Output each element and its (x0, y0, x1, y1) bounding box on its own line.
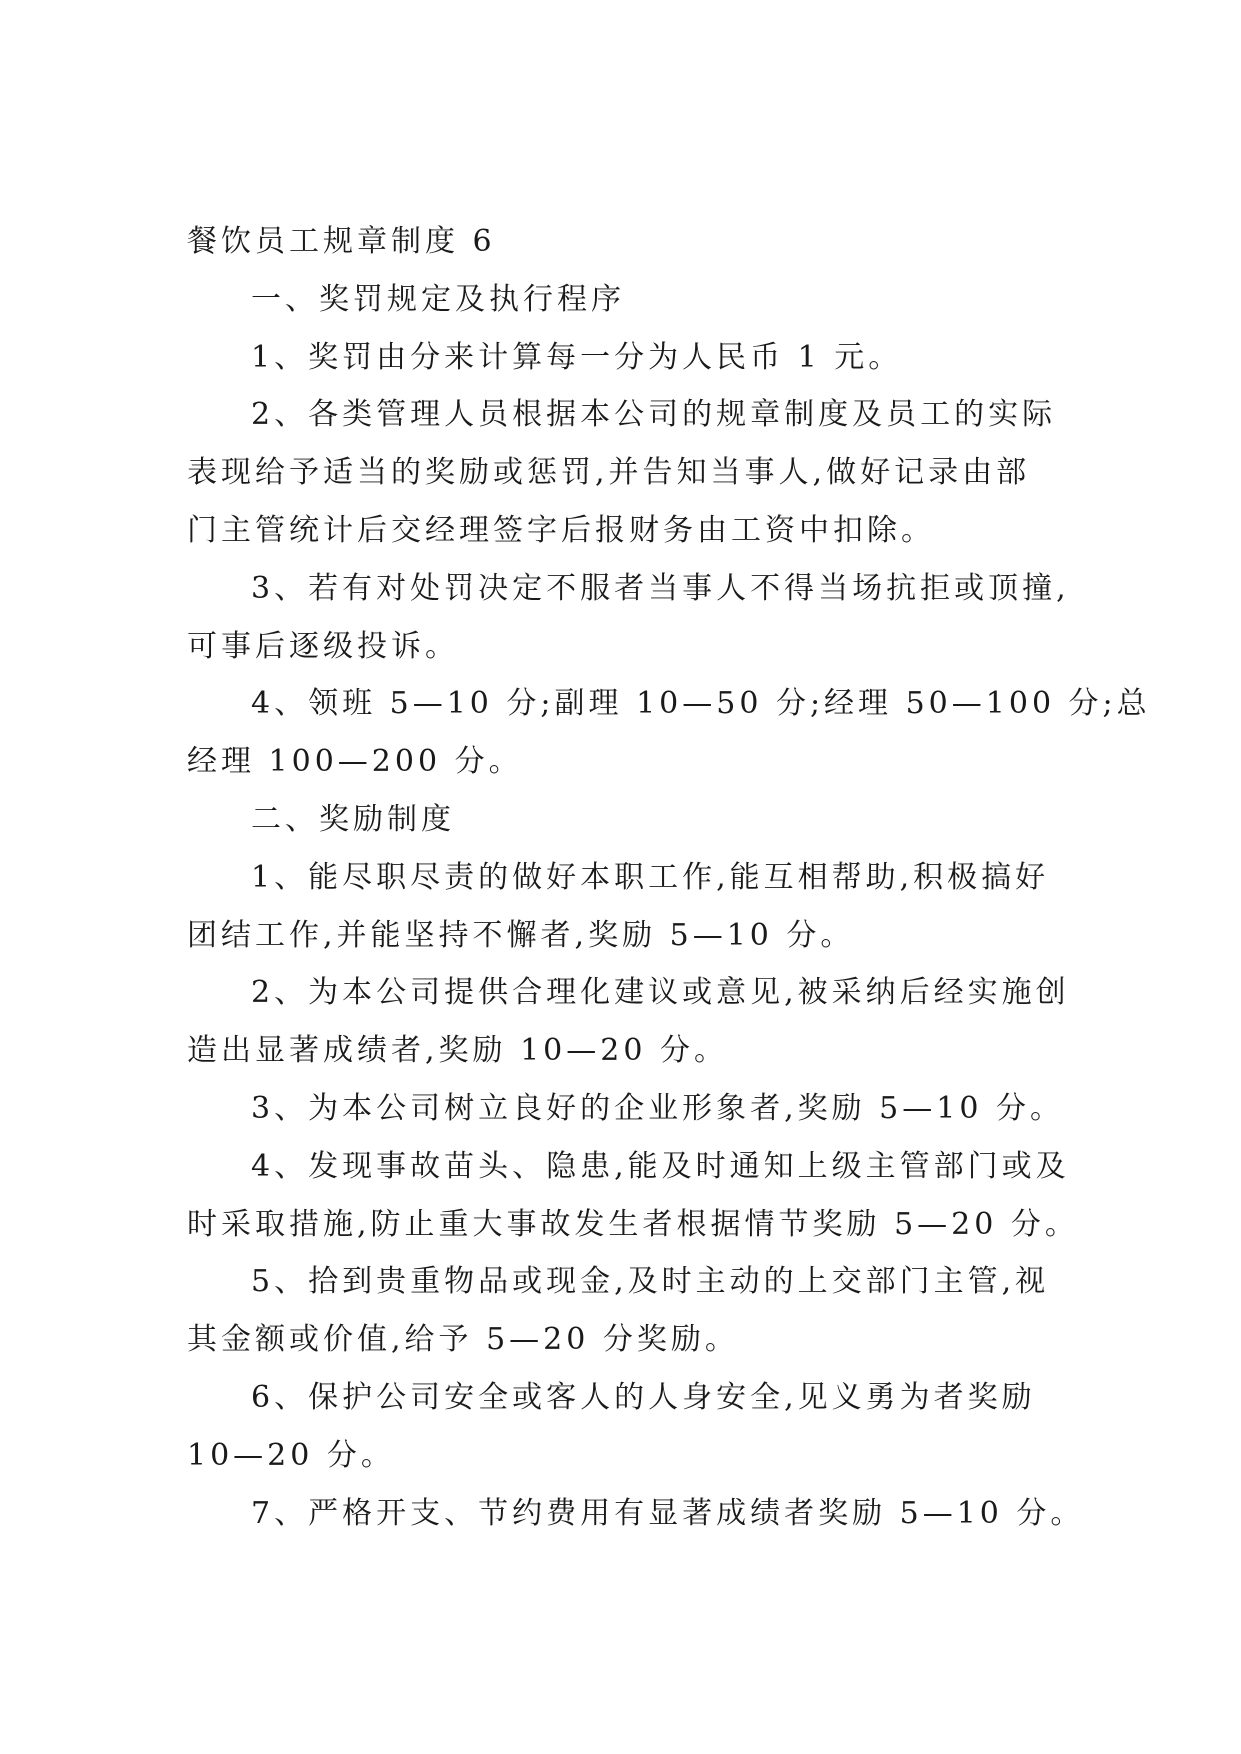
text-line: 二、奖励制度 (251, 801, 455, 837)
text-line: 造出显著成绩者,奖励 10—20 分。 (187, 1033, 728, 1069)
text-line: 团结工作,并能坚持不懈者,奖励 5—10 分。 (187, 917, 855, 953)
text-line: 门主管统计后交经理签字后报财务由工资中扣除。 (187, 512, 935, 548)
text-line: 可事后逐级投诉。 (187, 628, 459, 664)
text-line: 1、能尽职尽责的做好本职工作,能互相帮助,积极搞好 (251, 859, 1050, 895)
text-line: 3、若有对处罚决定不服者当事人不得当场抗拒或顶撞, (251, 570, 1070, 606)
text-line: 其金额或价值,给予 5—20 分奖励。 (187, 1322, 739, 1358)
text-line: 6、保护公司安全或客人的人身安全,见义勇为者奖励 (251, 1379, 1036, 1415)
text-line: 2、为本公司提供合理化建议或意见,被采纳后经实施创 (251, 975, 1070, 1011)
text-line: 一、奖罚规定及执行程序 (251, 281, 625, 317)
text-line: 3、为本公司树立良好的企业形象者,奖励 5—10 分。 (251, 1090, 1064, 1126)
text-line: 2、各类管理人员根据本公司的规章制度及员工的实际 (251, 397, 1057, 433)
text-line: 10—20 分。 (187, 1437, 395, 1473)
text-line: 4、领班 5—10 分;副理 10—50 分;经理 50—100 分;总 (251, 686, 1151, 722)
text-line: 7、严格开支、节约费用有显著成绩者奖励 5—10 分。 (251, 1495, 1085, 1531)
document-body (187, 213, 1151, 1542)
text-line: 表现给予适当的奖励或惩罚,并告知当事人,做好记录由部 (187, 455, 1031, 491)
text-line: 1、奖罚由分来计算每一分为人民币 1 元。 (251, 339, 903, 375)
text-line: 经理 100—200 分。 (187, 744, 523, 780)
text-line: 4、发现事故苗头、隐患,能及时通知上级主管部门或及 (251, 1148, 1070, 1184)
text-line: 5、拾到贵重物品或现金,及时主动的上交部门主管,视 (251, 1264, 1050, 1300)
document-title: 餐饮员工规章制度 6 (187, 224, 496, 259)
text-line: 时采取措施,防止重大事故发生者根据情节奖励 5—20 分。 (187, 1206, 1079, 1242)
